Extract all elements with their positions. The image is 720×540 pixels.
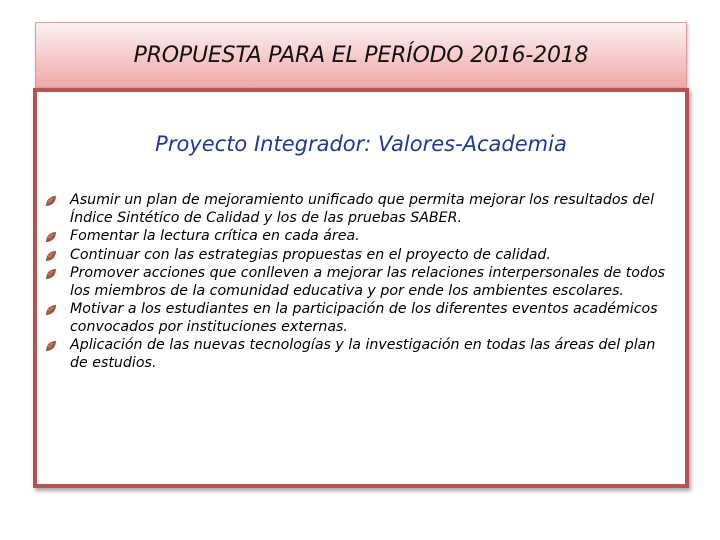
leaf-bullet-icon [45, 231, 57, 243]
leaf-bullet-icon [45, 340, 57, 352]
leaf-bullet-icon [45, 250, 57, 262]
bullet-text: Continuar con las estrategias propuestas en el proyecto de calidad. [70, 246, 551, 263]
bullet-item [37, 228, 677, 246]
bullet-item [37, 337, 677, 372]
title-banner [35, 22, 687, 88]
bullet-text: Motivar a los estudiantes en la participación de los diferentes eventos académicos convocados por instituciones externas. [70, 301, 658, 335]
leaf-bullet-icon [45, 268, 57, 280]
page-title: PROPUESTA PARA EL PERÍODO 2016-2018 [133, 42, 589, 68]
bullet-text: Promover acciones que conlleven a mejorar las relaciones interpersonales de todos los miembros de la comunidad educativa y por ende los ambientes escolares. [70, 265, 666, 299]
leaf-bullet-icon [45, 304, 57, 316]
bullet-item [37, 192, 677, 227]
bullet-text: Asumir un plan de mejoramiento unificado que permita mejorar los resultados del Índice Sintético de Calidad y los de las pruebas SABER. [70, 192, 655, 226]
bullet-item [37, 301, 677, 336]
bullet-item [37, 247, 677, 265]
bullet-text: Fomentar la lectura crítica en cada área. [70, 228, 360, 244]
bullet-list [37, 192, 677, 373]
section-subtitle: Proyecto Integrador: Valores-Academia [155, 132, 567, 156]
content-panel [33, 88, 689, 488]
leaf-bullet-icon [45, 195, 57, 207]
bullet-text: Aplicación de las nuevas tecnologías y la investigación en todas las áreas del plan de estudios. [70, 337, 656, 371]
bullet-item [37, 265, 677, 300]
